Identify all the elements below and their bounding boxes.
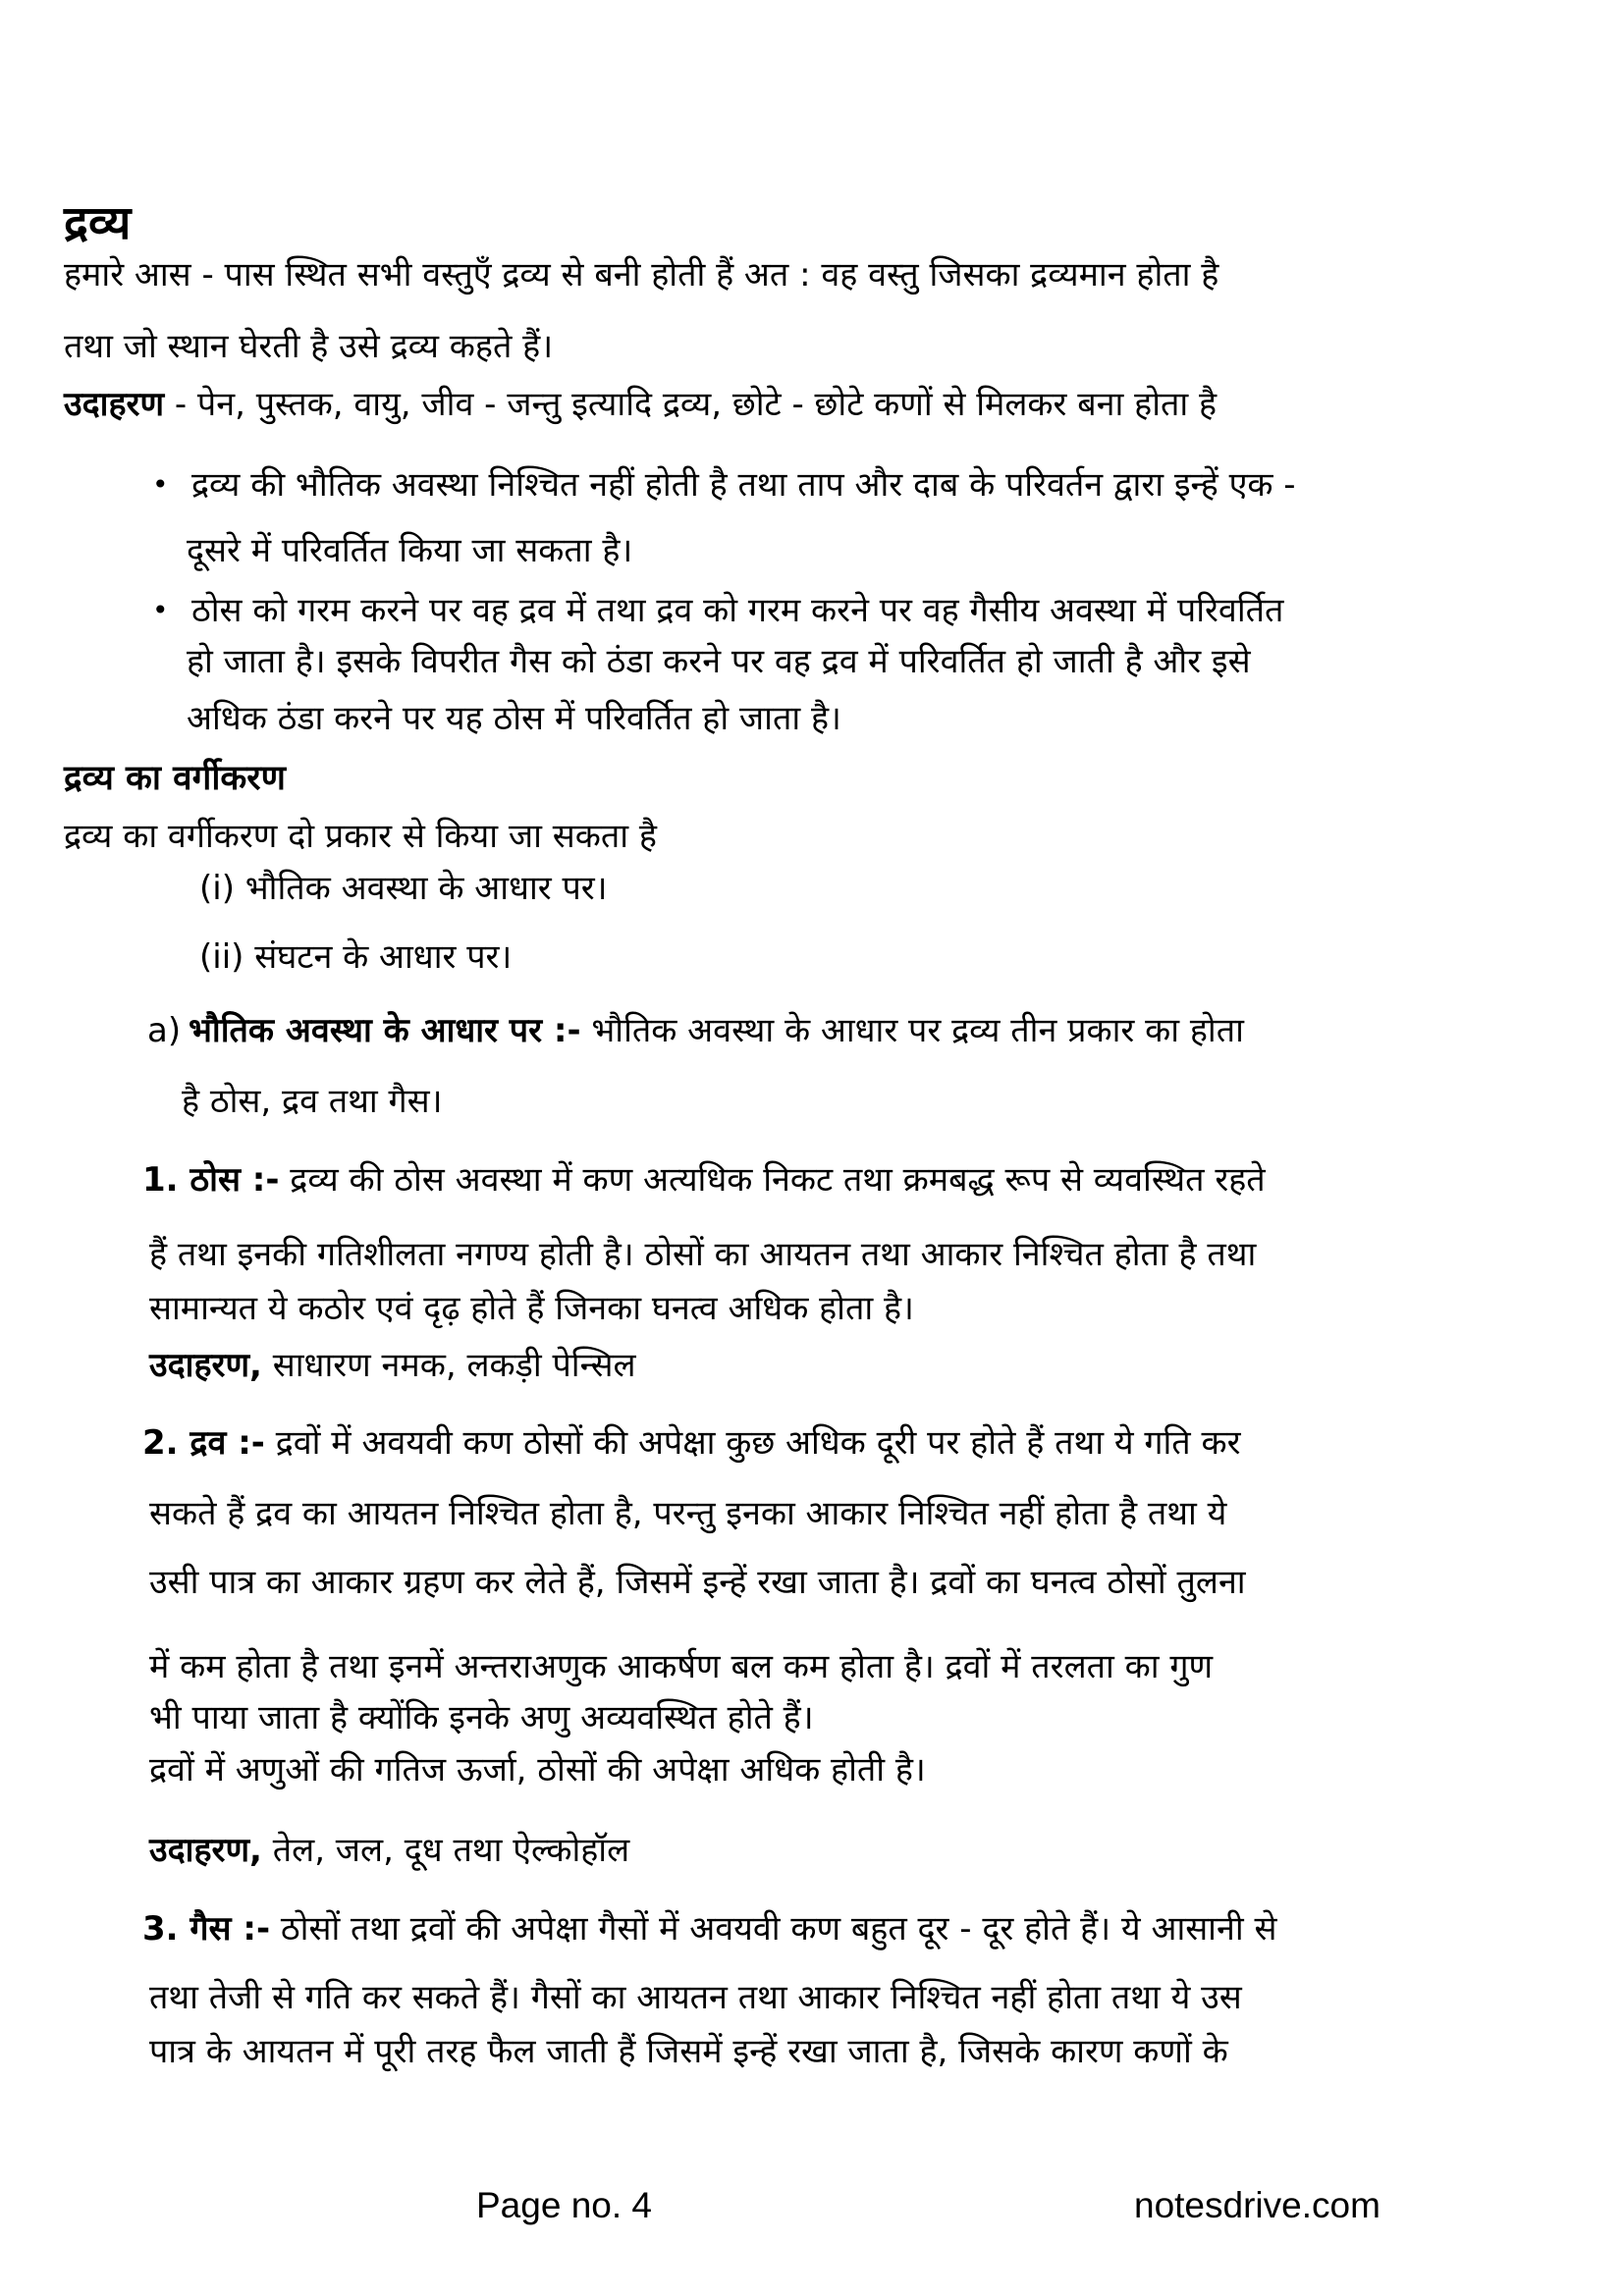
liquid-line-2: सकते हैं द्रव का आयतन निश्चित होता है, परन्तु इनका आकार निश्चित नहीं होता है तथा ये — [149, 1494, 1227, 1533]
bullet-item-2-line-2: हो जाता है। इसके विपरीत गैस को ठंडा करने पर वह द्रव में परिवर्तित हो जाती है और इसे — [187, 642, 1251, 681]
footer-site-name: notesdrive.com — [1134, 2185, 1380, 2225]
liquid-example-lead: उदाहरण, — [149, 1831, 262, 1870]
gas-lead: 3. गैस :- — [142, 1909, 271, 1949]
bullet-item-1-line-2: दूसरे में परिवर्तित किया जा सकता है। — [187, 531, 633, 570]
gas-line-1 — [142, 1907, 1276, 1952]
classification-heading: द्रव्य का वर्गीकरण — [64, 759, 286, 798]
example-line — [64, 383, 1217, 428]
liquid-line-6: द्रवों में अणुओं की गतिज ऊर्जा, ठोसों की अपेक्षा अधिक होती है। — [149, 1750, 926, 1789]
bullet-1-text-1: द्रव्य की भौतिक अवस्था निश्चित नहीं होती है तथा ताप और दाब के परिवर्तन द्वारा इन्हें एक - — [191, 465, 1296, 505]
solid-text-1: द्रव्य की ठोस अवस्था में कण अत्यधिक निकट तथा क्रमबद्ध रूप से व्यवस्थित रहते — [279, 1160, 1266, 1200]
gas-line-3: पात्र के आयतन में पूरी तरह फैल जाती हैं जिसमें इन्हें रखा जाता है, जिसके कारण कणों के — [149, 2032, 1228, 2071]
bullet-item-1-line-1 — [152, 463, 1296, 508]
gas-line-2: तथा तेजी से गति कर सकते हैं। गैसों का आयतन तथा आकार निश्चित नहीं होता तथा ये उस — [149, 1978, 1242, 2017]
liquid-lead: 2. द्रव :- — [142, 1423, 265, 1463]
liquid-line-4: में कम होता है तथा इनमें अन्तराअणुक आकर्षण बल कम होता है। द्रवों में तरलता का गुण — [149, 1647, 1214, 1686]
bullet-item-2-line-3: अधिक ठंडा करने पर यह ठोस में परिवर्तित हो जाता है। — [187, 699, 841, 738]
section-a-lead: भौतिक अवस्था के आधार पर :- — [189, 1011, 581, 1050]
classification-item-ii: (ii) संघटन के आधार पर। — [199, 937, 513, 977]
section-a-text-1: भौतिक अवस्था के आधार पर द्रव्य तीन प्रकार का होता — [580, 1011, 1244, 1050]
section-a-marker: a) — [147, 1011, 182, 1050]
bullet-icon: • — [152, 468, 169, 501]
solid-lead: 1. ठोस :- — [142, 1160, 280, 1200]
section-a-line-1 — [147, 1009, 1244, 1054]
solid-example-text: साधारण नमक, लकड़ी पेन्सिल — [261, 1346, 636, 1385]
example-text: - पेन, पुस्तक, वायु, जीव - जन्तु इत्यादि द्रव्य, छोटे - छोटे कणों से मिलकर बना होता है — [164, 385, 1218, 424]
intro-line-1: हमारे आस - पास स्थित सभी वस्तुएँ द्रव्य से बनी होती हैं अत : वह वस्तु जिसका द्रव्यमान होता है — [64, 255, 1219, 294]
classification-item-i: (i) भौतिक अवस्था के आधार पर। — [199, 869, 608, 908]
section-a-line-2: है ठोस, द्रव तथा गैस। — [182, 1082, 443, 1121]
bullet-2-text-1: ठोस को गरम करने पर वह द्रव में तथा द्रव को गरम करने पर वह गैसीय अवस्था में परिवर्तित — [191, 591, 1284, 630]
liquid-example-line — [149, 1829, 629, 1874]
liquid-line-5: भी पाया जाता है क्योंकि इनके अणु अव्यवस्थित होते हैं। — [149, 1698, 814, 1737]
solid-line-3: सामान्यत ये कठोर एवं दृढ़ होते हैं जिनका घनत्व अधिक होता है। — [149, 1289, 914, 1328]
intro-line-2: तथा जो स्थान घेरती है उसे द्रव्य कहते हैं। — [64, 327, 554, 366]
solid-example-line — [149, 1344, 636, 1389]
footer-page-number: Page no. 4 — [476, 2185, 652, 2225]
liquid-example-text: तेल, जल, दूध तथा ऐल्कोहॉल — [261, 1831, 630, 1870]
example-lead: उदाहरण — [64, 385, 165, 424]
solid-line-1 — [142, 1158, 1266, 1203]
page-title: द्रव्य — [64, 196, 132, 250]
classification-intro: द्रव्य का वर्गीकरण दो प्रकार से किया जा सकता है — [64, 817, 657, 856]
solid-example-lead: उदाहरण, — [149, 1346, 262, 1385]
liquid-text-1: द्रवों में अवयवी कण ठोसों की अपेक्षा कुछ अधिक दूरी पर होते हैं तथा ये गति कर — [264, 1423, 1241, 1463]
solid-line-2: हैं तथा इनकी गतिशीलता नगण्य होती है। ठोसों का आयतन तथा आकार निश्चित होता है तथा — [149, 1235, 1257, 1274]
liquid-line-1 — [142, 1421, 1241, 1467]
bullet-icon: • — [152, 594, 169, 626]
gas-text-1: ठोसों तथा द्रवों की अपेक्षा गैसों में अवयवी कण बहुत दूर - दूर होते हैं। ये आसानी से — [270, 1909, 1277, 1949]
bullet-item-2-line-1 — [152, 589, 1283, 634]
liquid-line-3: उसी पात्र का आकार ग्रहण कर लेते हैं, जिसमें इन्हें रखा जाता है। द्रवों का घनत्व ठोसों तुलना — [149, 1563, 1246, 1602]
